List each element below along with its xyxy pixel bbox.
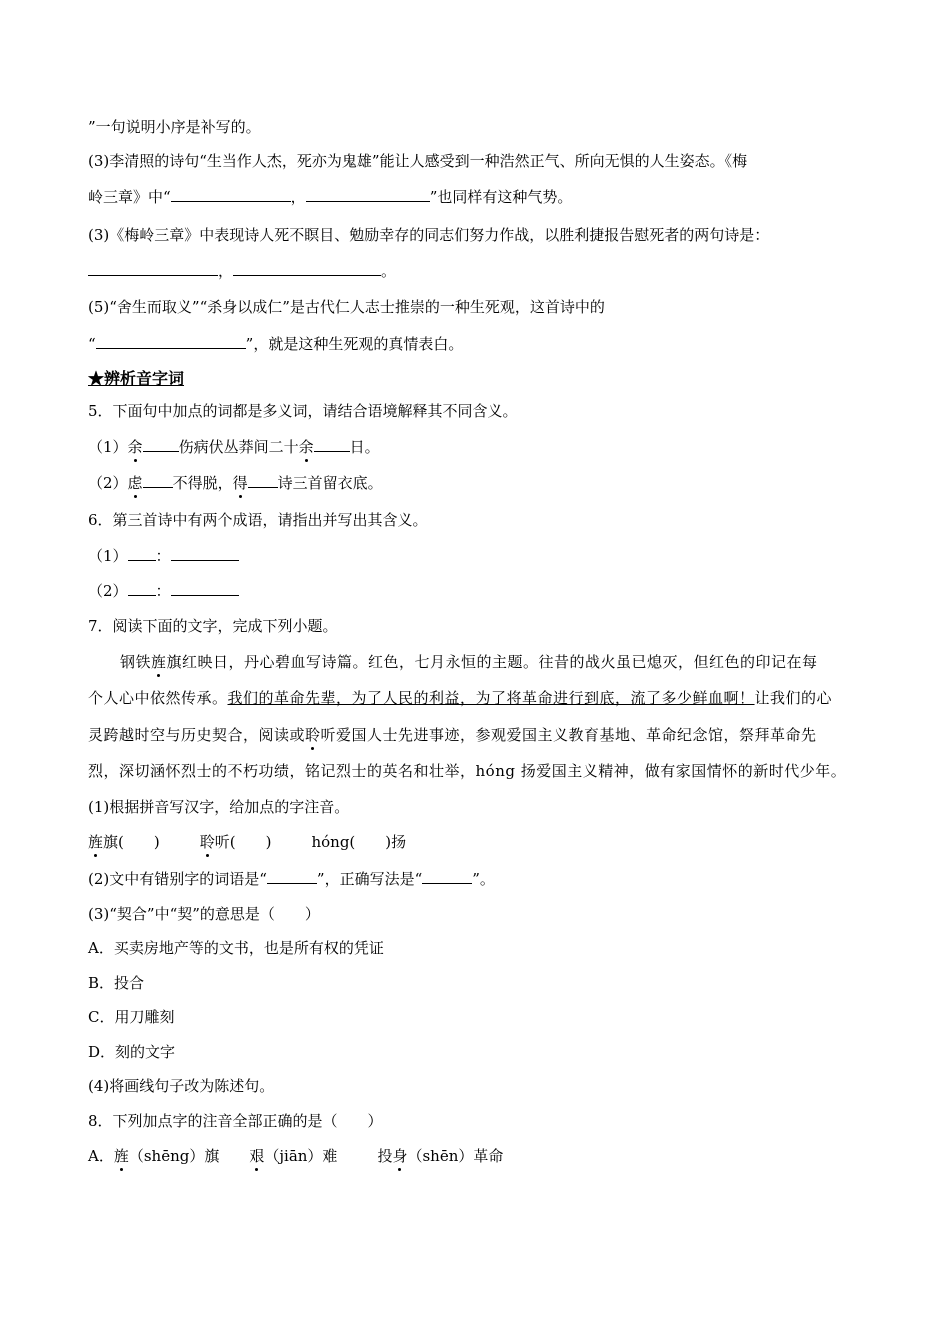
q5-item-1: （1）余 伤病伏丛莽间二十余 日。 — [88, 438, 380, 456]
answer-blank[interactable] — [128, 545, 156, 561]
q5-item-2: （2）虑 不得脱，得 诗三首留衣底。 — [88, 474, 383, 492]
answer-blank[interactable] — [422, 868, 472, 884]
q7-sub-4: (4)将画线句子改为陈述句。 — [88, 1077, 275, 1095]
q8-option-a[interactable]: A．旌（shēng）旗 艰（jiān）难 投身（shēn）革命 — [88, 1147, 504, 1165]
answer-blank[interactable] — [306, 186, 430, 202]
q4-part5-line2: “ ”，就是这种生死观的真情表白。 — [88, 335, 464, 353]
q4-line-0: ”一句说明小序是补写的。 — [88, 118, 261, 136]
q7-passage-line2: 个人心中依然传承。我们的革命先辈，为了人民的利益，为了将革命进行到底，流了多少鲜血啊！让我们的心 — [88, 689, 833, 707]
answer-blank[interactable] — [88, 260, 218, 276]
answer-blank[interactable] — [143, 436, 179, 452]
q7-sub-1: (1)根据拼音写汉字，给加点的字注音。 — [88, 798, 350, 816]
q7-passage-line4: 烈，深切涵怀烈士的不朽功绩，铭记烈士的英名和壮举，hóng 扬爱国主义精神，做有家国情怀的新时代少年。 — [88, 762, 847, 780]
q6-item-2: （2） ： — [88, 580, 239, 602]
answer-blank[interactable] — [128, 580, 156, 596]
underlined-sentence: 我们的革命先辈，为了人民的利益，为了将革命进行到底，流了多少鲜血啊！ — [227, 689, 755, 707]
answer-blank[interactable] — [96, 333, 246, 349]
q6-item-1: （1） ： — [88, 545, 239, 567]
section-heading: ★辨析音字词 — [88, 369, 185, 388]
q7-stem: 7．阅读下面的文字，完成下列小题。 — [88, 617, 338, 635]
q7-passage-line3: 灵跨越时空与历史契合，阅读或聆听爱国人士先进事迹，参观爱国主义教育基地、革命纪念馆，祭拜革命先 — [88, 726, 817, 744]
q4-part3a-line1: (3)李清照的诗句“生当作人杰，死亦为鬼雄”能让人感受到一种浩然正气、所向无惧的人生姿态。《梅 — [88, 152, 748, 170]
q4-part5-line1: (5)“舍生而取义”“杀身以成仁”是古代仁人志士推崇的一种生死观，这首诗中的 — [88, 298, 605, 316]
answer-blank[interactable] — [248, 472, 278, 488]
q4-part3b-line1: (3)《梅岭三章》中表现诗人死不瞑目、勉励幸存的同志们努力作战，以胜利捷报告慰死者的两句诗是： — [88, 226, 770, 244]
answer-blank[interactable] — [314, 436, 350, 452]
answer-blank[interactable] — [233, 260, 381, 276]
q7-sub-2: (2)文中有错别字的词语是“ ”，正确写法是“ ”。 — [88, 870, 495, 888]
q7-option-c[interactable]: C．用刀雕刻 — [88, 1008, 175, 1026]
q4-part3b-line2: ， 。 — [88, 260, 396, 282]
q7-passage-line1: 钢铁旌旗红映日，丹心碧血写诗篇。红色，七月永恒的主题。往昔的战火虽已熄灭，但红色的印记在每 — [120, 653, 818, 671]
q5-stem: 5．下面句中加点的词都是多义词，请结合语境解释其不同含义。 — [88, 402, 518, 420]
q7-option-b[interactable]: B．投合 — [88, 974, 145, 992]
q6-stem: 6．第三首诗中有两个成语，请指出并写出其含义。 — [88, 511, 428, 529]
q7-sub-3: (3)“契合”中“契”的意思是（ ） — [88, 905, 320, 923]
q4-part3a-line2: 岭三章》中“ ， ”也同样有这种气势。 — [88, 188, 573, 206]
q7-sub-1-items: 旌旗( ) 聆听( ) hóng( )扬 — [88, 833, 407, 851]
answer-blank[interactable] — [267, 868, 317, 884]
q8-stem: 8．下列加点字的注音全部正确的是（ ） — [88, 1112, 383, 1130]
answer-blank[interactable] — [171, 580, 239, 596]
q7-option-a[interactable]: A．买卖房地产等的文书，也是所有权的凭证 — [88, 939, 384, 957]
q7-option-d[interactable]: D．刻的文字 — [88, 1043, 176, 1061]
answer-blank[interactable] — [171, 545, 239, 561]
answer-blank[interactable] — [143, 472, 173, 488]
answer-blank[interactable] — [171, 186, 291, 202]
